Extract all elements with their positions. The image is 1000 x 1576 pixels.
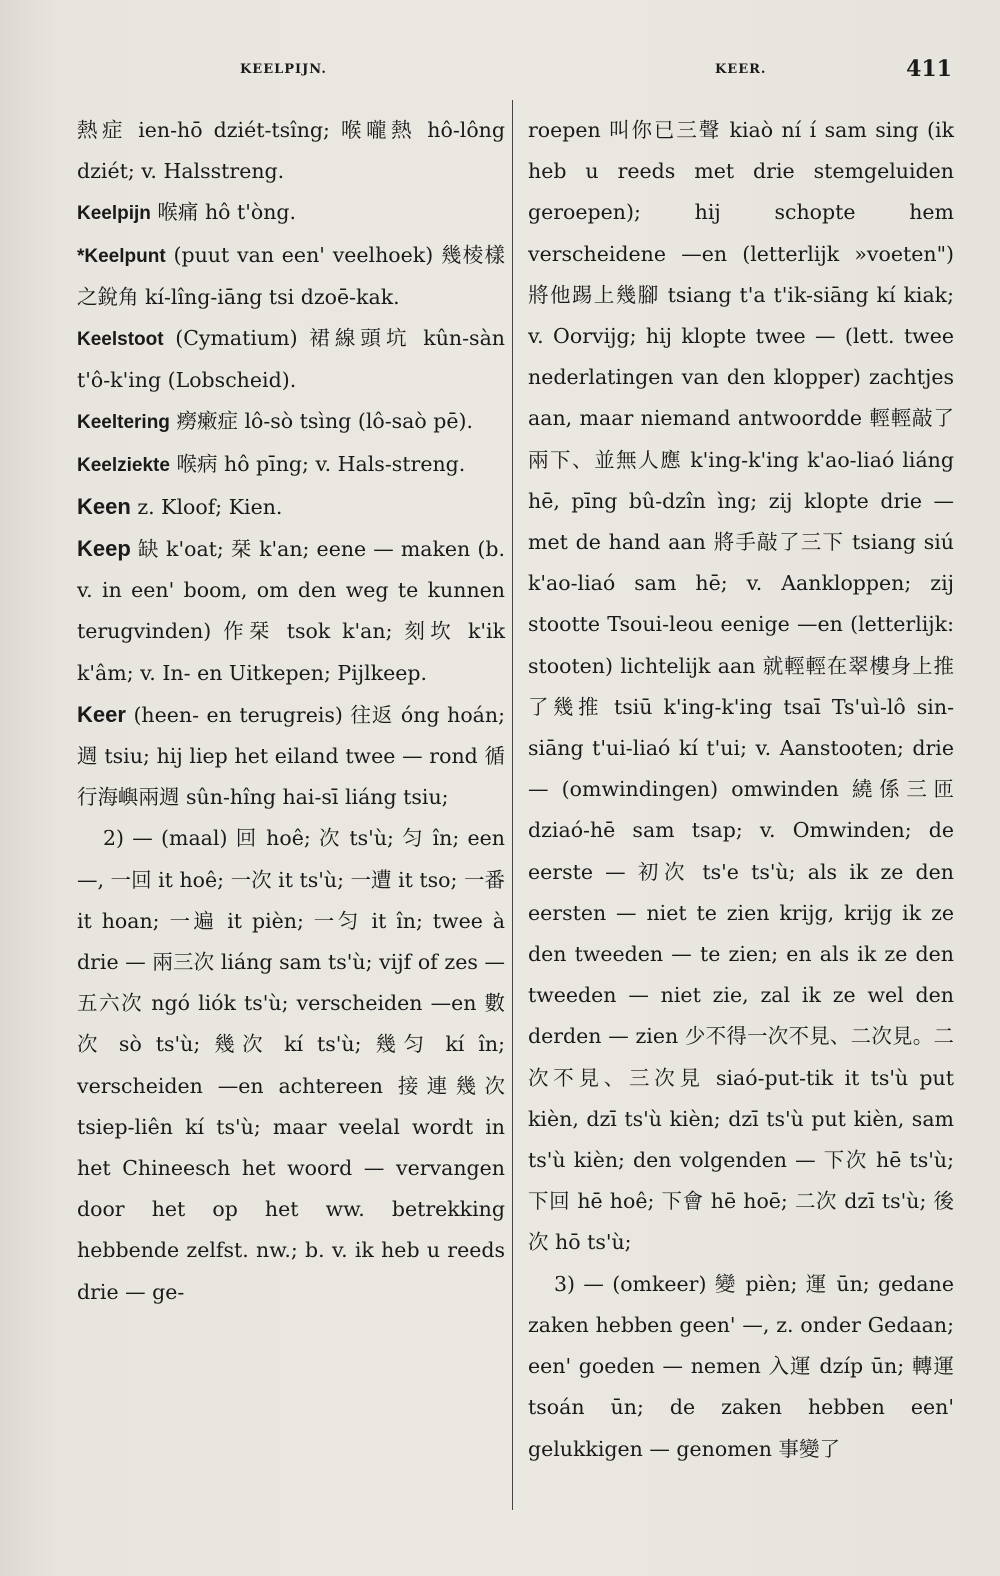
right-column — [528, 110, 954, 1470]
entry-text: 2) — (maal) 回 hoê; 次 ts'ù; 匀 în; een —, 一回 it hoê; 一次 it ts'ù; 一遭 it tso; 一番 it hoan; 一遍 it pièn; 一匀 it în; twee à drie — 兩三次 liáng sam ts'ù; vijf of zes — 五六次 ngó liók ts'ù; verscheiden —en 數次 sò ts'ù; 幾次 kí ts'ù; 幾匀 kí în; verscheiden —en achtereen 接連幾次 tsiep-liên kí ts'ù; maar veelal wordt in het Chineesch het woord — vervangen door het op het ww. betrekking hebbende zelfst. nw.; b. v. ik heb u reeds drie — ge- — [77, 826, 505, 1304]
entry-headword: Keer — [77, 701, 126, 727]
entry-text: 3) — (omkeer) 變 pièn; 運 ūn; gedane zaken hebben geen' —, z. onder Gedaan; een' goeden — nemen 入運 dzíp ūn; 轉運 tsoán ūn; de zaken hebben een' gelukkigen — genomen 事變了 — [528, 1271, 954, 1461]
dictionary-entry — [77, 528, 505, 694]
left-column — [77, 110, 505, 1313]
entry-text: (puut van een' veelhoek) 幾棱樣之銳角 kí-lîng-iāng tsi dzoē-kak. — [77, 242, 505, 309]
entry-headword: *Keelpunt — [77, 245, 166, 267]
dictionary-entry — [77, 110, 505, 192]
dictionary-entry — [77, 694, 505, 819]
dictionary-entry — [77, 444, 505, 486]
running-head-center: KEER. — [715, 62, 767, 77]
entry-headword: Keeltering — [77, 412, 170, 434]
dictionary-entry — [77, 192, 505, 234]
column-divider — [512, 100, 513, 1510]
dictionary-entry — [77, 235, 505, 318]
entry-headword: Keelpijn — [77, 203, 151, 225]
entry-text: roepen 叫你已三聲 kiaò ní í sam sing (ik heb u reeds met drie stemgeluiden geroepen); hij schopte hem verscheidene —en (letterlijk »voeten") 將他踢上幾腳 tsiang t'a t'ik-siāng kí kiak; v. Oorvijg; hij klopte twee — (lett. twee nederlatingen van den klopper) zachtjes aan, maar niemand antwoordde 輕輕敲了兩下、並無人應 k'ing-k'ing k'ao-liaó liáng hē, pīng bû-dzîn ìng; zij klopte drie — met de hand aan 將手敲了三下 tsiang siú k'ao-liaó sam hē; v. Aankloppen; zij stootte Tsoui-leou eenige —en (letterlijk: stooten) lichtelijk aan 就輕輕在翠樓身上推了幾推 tsiū k'ing-k'ing tsaī Ts'uì-lô sin-siāng t'ui-liaó kí t'ui; v. Aanstooten; drie — (omwindingen) omwinden 繞係三匝 dziaó-hē sam tsap; v. Omwinden; de eerste — 初次 ts'e ts'ù; als ik ze den eersten — niet te zien krijg, krijg ik ze den tweeden — te zien; en als ik ze den tweeden — niet zie, zal ik ze wel den derden — zien 少不得一次不見、二次見。二次不見、三次見 siaó-put-tik it ts'ù put kièn, dzī ts'ù kièn; dzī ts'ù put kièn, sam ts'ù kièn; den volgenden — 下次 hē ts'ù; 下回 hē hoê; 下會 hē hoē; 二次 dzī ts'ù; 後次 hō ts'ù; — [528, 118, 954, 1255]
entry-text: (Cymatium) 裙線頭坑 kûn-sàn t'ô-k'ing (Lobscheid). — [77, 326, 505, 393]
entry-headword: Keelstoot — [77, 329, 164, 351]
dictionary-entry — [77, 486, 505, 528]
entry-text: z. Kloof; Kien. — [130, 494, 283, 519]
entry-text: 熱症 ien-hō dziét-tsîng; 喉嚨熱 hô-lông dziét; v. Halsstreng. — [77, 118, 505, 184]
entry-text: 喉病 hô pīng; v. Hals-streng. — [169, 451, 466, 476]
entry-text: 喉痛 hô t'òng. — [150, 200, 297, 225]
entry-headword: Keen — [77, 493, 131, 519]
running-head-left: KEELPIJN. — [240, 62, 327, 77]
dictionary-entry — [77, 401, 505, 443]
entry-headword: Keelziekte — [77, 454, 170, 476]
entry-text: 缺 k'oat; 栞 k'an; eene — maken (b. v. in een' boom, om den weg te kunnen terugvinden) 作栞 tsok k'an; 刻坎 k'ik k'âm; v. In- en Uitkepen; Pijlkeep. — [77, 537, 505, 685]
entry-text: (heen- en terugreis) 往返 óng hoán; 週 tsiu; hij liep het eiland twee — rond 循行海嶼兩週 sûn-hîng hai-sī liáng tsiu; — [77, 702, 505, 810]
page-number: 411 — [906, 56, 952, 82]
dictionary-entry — [528, 110, 954, 1264]
dictionary-entry — [528, 1264, 954, 1470]
entry-text: 癆瘷症 lô-sò tsìng (lô-saò pē). — [169, 409, 474, 434]
dictionary-entry — [77, 318, 505, 401]
entry-headword: Keep — [77, 536, 131, 562]
dictionary-entry — [77, 818, 505, 1312]
